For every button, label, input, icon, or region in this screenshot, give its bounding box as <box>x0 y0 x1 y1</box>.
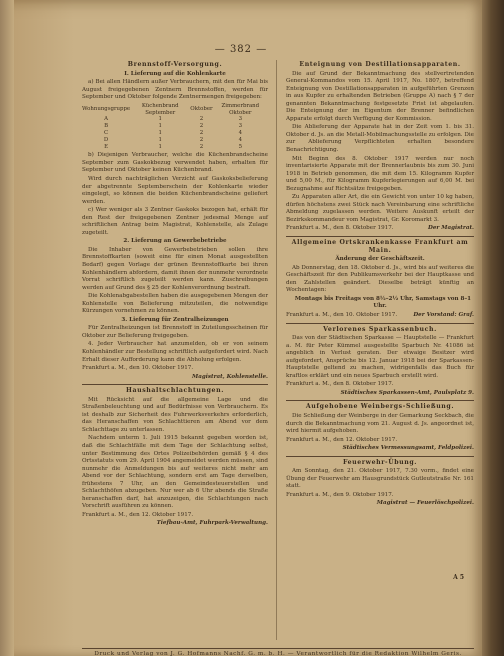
signature-date: Frankfurt a. M., den 10. Oktober 1917. <box>286 311 398 318</box>
signature-org: Städtisches Sparkassen-Amt, Paulsplatz 9. <box>340 389 474 396</box>
paragraph: Die Kohlenabgabestellen haben die ausgegebenen Mengen der Kohlenstelle von Belieferung mitzuteilen, die notwendige Kürzungen vornehmen zu können. <box>82 293 268 315</box>
paragraph: Die Schließung der Weinberge in der Gemarkung Seckbach, die durch die Bekanntmachung vom 21. August d. Js. angeordnet ist, wird hiermit aufgehoben. <box>286 412 474 435</box>
table-cell: 2 <box>199 129 204 136</box>
table-header-cell: Oktober <box>190 106 213 113</box>
paragraph: Nachdem unterm 1. Juli 1915 bekannt gegeben worden ist, daß die Schlachtfälle mit dem Tage der Schlachtung selbst, unter Bestimmung des Ortes Polizeibehörden gemäß § 4 des Ortsstatuts vom 29. April 1904 angemeldet werden müssen, sind nunmehr die Anmeldungen bis auf weiteres nicht mehr am Abend vor der Schlachtung, sondern erst am Tage derselben, frühestens 7 Uhr, an den Gemeindesteuerstellen und Schlachthöfen abzugeben. Nur wer ab 6 Uhr abends die Straße heranschaffen darf, hat anzuzeigen, die Schlachtungen nach Vorschrift ausführen zu können. <box>82 435 268 510</box>
signature-date: Frankfurt a. M., den 8. Oktober 1917. <box>286 381 394 388</box>
signature-date: Frankfurt a. M., den 9. Oktober 1917. <box>286 491 394 498</box>
right-column <box>286 60 474 509</box>
paragraph: Für Zentralheizungen ist Brennstoff in Zuteilungsscheinen für Oktober zur Belieferung freigegeben. <box>82 325 268 339</box>
paragraph: Zu Apparaten aller Art, die ein Gewicht von unter 10 kg haben, dürfen höchstens zwei Stück nach Vereinbarung eine schriftliche Abmeldung zugelassen werden. Weitere Auskunft erteilt der Bezirkskommandeur vom Magistrat, Gr. Koromarkt 3. <box>286 194 474 223</box>
paragraph: Das von der Städtischen Sparkasse — Hauptstelle — Frankfurt a. M. für Peter Kümmel ausgestellte Sparbuch Nr. 41086 ist angeblich in Verlust geraten. Der etwaige Besitzer wird aufgefordert, Ansprüche bis 12. Januar 1918 bei der Sparkassen-Hauptstelle geltend zu machen, widrigenfalls das Buch für kraftlos erklärt und ein neues Sparbuch erstellt wird. <box>286 335 474 379</box>
imprint-footer: Druck und Verlag von J. G. Hofmanns Nachf. G. m. b. H. — Verantwortlich für die Redaktion Wilhelm Geris. <box>82 648 474 656</box>
table-cell: 1 <box>158 123 162 130</box>
table-cell: 2 <box>199 143 204 150</box>
table-cell: 1 <box>158 129 162 136</box>
section-title-sparkassenbuch: Verlorenes Sparkassenbuch. <box>323 325 437 333</box>
paper-stain <box>14 0 74 656</box>
signature-date: Frankfurt a. M., den 12. Oktober 1917. <box>286 436 398 443</box>
section-title-destillation: Enteignung von Destillationsapparaten. <box>299 61 461 68</box>
table-cell: 1 <box>158 116 162 123</box>
paragraph: c) Wer weniger als 3 Zentner Gaskoks bezogen hat, erhält für den Rest der freigegebenen Zentner jedesmal Menge auf schriftlichen Antrag beim Magistrat, Kohlenstelle, als Zulage zugeteilt. <box>82 207 268 236</box>
table-cell: 5 <box>238 143 243 150</box>
table-header-cell: Küchenbrand September <box>141 102 179 116</box>
table-header-cell: Wohnungsgruppe <box>82 106 131 113</box>
signature-org: Der Magistrat. <box>428 225 474 232</box>
table-header-row <box>82 103 268 117</box>
binding-spine <box>0 0 14 656</box>
section-title-schlachtungen: Haushaltschlachtungen. <box>126 387 224 395</box>
allocation-table <box>82 103 268 151</box>
subsection-gewerbebetriebe: 2. Lieferung an Gewerbebetriebe <box>123 238 227 245</box>
table-cell: A <box>104 116 109 123</box>
paragraph: Am Sonntag, den 21. Oktober 1917, 7.30 vorm., findet eine Übung der Feuerwehr am Hausgrundstück Gutleutstraße Nr. 161 statt. <box>286 468 474 490</box>
paragraph: Ab Donnerstag, den 18. Oktober d. Js., wird bis auf weiteres die Geschäftszeit für den Publikumsverkehr bei der Hauptkasse und den Zahlstellen geändert. Dieselbe beträgt künftig an Wochentagen: <box>286 264 474 294</box>
section-divider <box>82 384 268 385</box>
left-column <box>82 60 268 529</box>
table-cell: B <box>104 123 109 130</box>
signature-date: Frankfurt a. M., den 12. Oktober 1917. <box>82 511 194 518</box>
signature-line <box>286 312 474 320</box>
section-title-ortskrankenkasse: Allgemeine Ortskrankenkasse Frankfurt am Main. <box>291 239 469 254</box>
table-cell: 4 <box>238 129 243 136</box>
table-row <box>82 137 268 144</box>
table-row <box>82 116 268 123</box>
table-cell: 3 <box>238 116 243 123</box>
paragraph-hours: Montags bis Freitags von 8½–2½ Uhr, Samstags von 8–1 Uhr. <box>294 295 472 310</box>
signature-line <box>286 437 474 445</box>
signature-org: Städtisches Vermessungsamt, Feldpolizei. <box>342 445 474 452</box>
signature-org: Magistrat, Kohlenstelle. <box>192 373 268 380</box>
paragraph: a) Bei allen Händlern außer Verbrauchern, mit den für Mai bis August freigegebenen Zentnern Brennstoffen, werden für September und Oktober folgende Zentnermengen freigegeben: <box>82 79 268 101</box>
section-divider <box>286 236 474 237</box>
section-divider <box>286 456 474 457</box>
table-cell: C <box>104 129 109 136</box>
signature-line <box>286 492 474 500</box>
signature-date: Frankfurt a. M., den 10. Oktober 1917. <box>82 365 194 372</box>
signature-org: Der Vorstand: Graf. <box>413 311 474 318</box>
table-cell: 4 <box>238 136 243 143</box>
section-divider <box>286 323 474 324</box>
margin-stamp: A 5 <box>453 574 464 581</box>
page-number: — 382 — <box>214 44 268 55</box>
section-title-feuerwehr: Feuerwehr-Übung. <box>342 458 418 466</box>
signature-line <box>286 225 474 233</box>
table-cell: 3 <box>238 123 243 130</box>
section-title-brennstoff: Brennstoff-Versorgung. <box>127 61 223 68</box>
column-divider <box>276 60 277 640</box>
book-edge <box>482 0 504 656</box>
table-cell: 2 <box>199 116 204 123</box>
table-header-cell: Zimmerbrand Oktober <box>221 102 260 116</box>
table-row <box>82 130 268 137</box>
table-cell: 1 <box>158 136 162 143</box>
signature-line <box>286 381 474 389</box>
table-row <box>82 123 268 130</box>
signature-date: Frankfurt a. M., den 8. Oktober 1917. <box>286 225 394 232</box>
section-title-weinberg: Aufgehobene Weinbergs-Schließung. <box>305 403 455 411</box>
signature-org: Tiefbau-Amt, Fuhrpark-Verwaltung. <box>156 520 268 527</box>
signature-line <box>82 512 268 520</box>
table-cell: D <box>103 136 109 143</box>
signature-line <box>82 365 268 373</box>
paragraph: Mit Rücksicht auf die allgemeine Lage und die Straßenbeleuchtung und auf Bedürfnisse von Verbrauchern. Es ist deshalb zur Sicherheit des Fuhrwerksverkehrs erforderlich, das Heranschaffen von Schlachttieren am Abend vor dem Schlachttage zu unterlassen. <box>82 396 268 433</box>
subsection-kohlenkarte: I. Lieferung auf die Kohlenkarte <box>124 70 226 77</box>
table-cell: 1 <box>158 143 162 150</box>
table-cell: 2 <box>199 123 204 130</box>
signature-org: Magistrat — Feuerlöschpolizei. <box>376 500 474 507</box>
paragraph: Die Inhaber von Gewerbebetrieben sollen ihre Brennstoffkarten (soweit eine für einen Monat ausgestellten Bedarf) gegen Vorlage der grünen Brennstoffkarte bei ihren Kohlenhändlern abfordern, damit ihnen der nunmehr verordnete Vorrat schriftlich zugeteilt werden kann. Zuschreibungen werden auf Grund des § 25 der Kohlenverordnung bestraft. <box>82 246 268 291</box>
table-cell: 2 <box>199 136 204 143</box>
subsection-geschaeftszeit: Änderung der Geschäftszeit. <box>335 256 425 263</box>
paragraph: Mit Beginn des 8. Oktober 1917 werden nur noch inventarisierte Apparate mit der Brennerlaubnis bis zum 30. Juni 1918 in Betrieb genommen, die mit dem 15. Kilogramm Kupfer und 5,00 M., für Kilogramm Kupferlegierungen auf 6,00 M. bei Bezugnahme auf Richtsätze freigegeben. <box>286 155 474 192</box>
subsection-zentralheizungen: 3. Lieferung für Zentralheizungen <box>121 316 229 323</box>
section-divider <box>286 400 474 401</box>
paragraph: Wird durch nachträglichen Verzicht auf Gaskoksbelieferung der abgetrennte Septemberschein der Kohlenkarte wieder eingelegt, so können die beiden Küchenbrandscheine geliefert werden. <box>82 175 268 205</box>
paragraph: 4. Jeder Verbraucher hat anzumelden, ob er von seinem Kohlenhändler zur Bestellung schriftlich aufgefordert wird. Nach Erhalt dieser Aufforderung kann die Abholung erfolgen. <box>82 341 268 363</box>
paragraph: Die Ablieferung der Apparate hat in der Zeit vom 1. bis 31. Oktober d. Js. an die Metall-Mobilmachungsstelle zu erfolgen. Die zur Ablieferung Verpflichteten erhalten besondere Benachrichtigung. <box>286 124 474 154</box>
table-row <box>82 144 268 151</box>
paragraph: Die auf Grund der Bekanntmachung des stellvertretenden General-Kommandos vom 15. April 1917, No. 1807, betreffend Enteignung von Destillationsapparaten in aufgeführten Grenzen in aus Kupfer zu erhaltenden Betrieben (Gruppe A) nach § 7 der genannten Bekanntmachung festgesetzte Frist ist abgelaufen. Die Enteignung der im Eigentum der Brenner befindlichen Apparate erfolgt durch Verfügung der Kommission. <box>286 70 474 122</box>
table-cell: E <box>104 143 109 150</box>
paragraph: b) Diejenigen Verbraucher, welche die Küchenbrandscheine September zum Gaskokbezug verwendet haben, erhalten für September und Oktober keinen Küchenbrand. <box>82 152 268 174</box>
